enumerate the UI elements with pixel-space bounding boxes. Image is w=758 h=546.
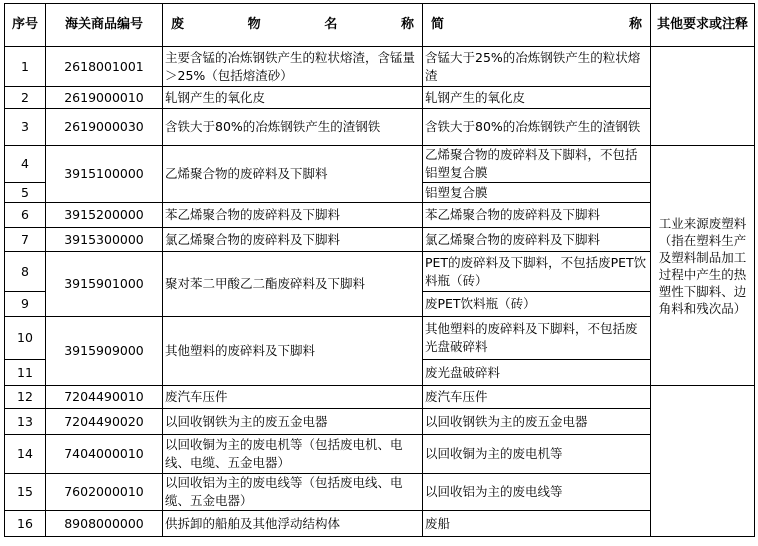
- short-cell: 铝塑复合膜: [423, 183, 651, 203]
- note-cell: 工业来源废塑料（指在塑料生产及塑料制品加工过程中产生的热塑性下脚料、边角料和残次品）: [651, 146, 755, 386]
- name-cell: 以回收钢铁为主的废五金电器: [163, 409, 423, 435]
- seq-cell: 11: [5, 360, 46, 386]
- seq-cell: 6: [5, 203, 46, 228]
- name-cell: 以回收铜为主的废电机等（包括废电机、电线、电缆、五金电器）: [163, 435, 423, 474]
- note-cell-empty: [651, 386, 755, 537]
- table-row: [5, 252, 755, 292]
- short-cell: 废汽车压件: [423, 386, 651, 409]
- header-name: 废物名称: [163, 4, 423, 47]
- short-cell: 废PET饮料瓶（砖）: [423, 292, 651, 317]
- table-row: [5, 87, 755, 109]
- code-cell: 8908000000: [46, 511, 163, 537]
- short-cell: 以回收铜为主的废电机等: [423, 435, 651, 474]
- short-cell: 苯乙烯聚合物的废碎料及下脚料: [423, 203, 651, 228]
- short-cell: 其他塑料的废碎料及下脚料，不包括废光盘破碎料: [423, 317, 651, 360]
- short-cell: 废光盘破碎料: [423, 360, 651, 386]
- name-cell: 含铁大于80%的冶炼钢铁产生的渣钢铁: [163, 109, 423, 146]
- header-short: 简称: [423, 4, 651, 47]
- table-row: [5, 435, 755, 474]
- code-cell: 3915200000: [46, 203, 163, 228]
- table-row: [5, 47, 755, 87]
- note-cell-empty: [651, 47, 755, 146]
- name-cell: 聚对苯二甲酸乙二酯废碎料及下脚料: [163, 252, 423, 317]
- short-cell: 乙烯聚合物的废碎料及下脚料，不包括铝塑复合膜: [423, 146, 651, 183]
- name-cell: 废汽车压件: [163, 386, 423, 409]
- table-row: [5, 511, 755, 537]
- code-cell: 3915909000: [46, 317, 163, 386]
- short-cell: 以回收钢铁为主的废五金电器: [423, 409, 651, 435]
- short-cell: 氯乙烯聚合物的废碎料及下脚料: [423, 228, 651, 252]
- code-cell: 3915300000: [46, 228, 163, 252]
- short-cell: 含铁大于80%的冶炼钢铁产生的渣钢铁: [423, 109, 651, 146]
- seq-cell: 1: [5, 47, 46, 87]
- name-cell: 供拆卸的船舶及其他浮动结构体: [163, 511, 423, 537]
- seq-cell: 3: [5, 109, 46, 146]
- seq-cell: 2: [5, 87, 46, 109]
- seq-cell: 5: [5, 183, 46, 203]
- header-code: 海关商品编号: [46, 4, 163, 47]
- table-row: [5, 386, 755, 409]
- table-row: [5, 109, 755, 146]
- code-cell: 2619000030: [46, 109, 163, 146]
- header-row: [5, 4, 755, 47]
- code-cell: 7404000010: [46, 435, 163, 474]
- waste-table: [4, 3, 755, 537]
- code-cell: 7204490010: [46, 386, 163, 409]
- name-cell: 氯乙烯聚合物的废碎料及下脚料: [163, 228, 423, 252]
- code-cell: 2619000010: [46, 87, 163, 109]
- header-note: 其他要求或注释: [651, 4, 755, 47]
- name-cell: 苯乙烯聚合物的废碎料及下脚料: [163, 203, 423, 228]
- code-cell: 3915100000: [46, 146, 163, 203]
- name-cell: 主要含锰的冶炼钢铁产生的粒状熔渣，含锰量＞25%（包括熔渣砂）: [163, 47, 423, 87]
- code-cell: 7204490020: [46, 409, 163, 435]
- seq-cell: 14: [5, 435, 46, 474]
- code-cell: 7602000010: [46, 474, 163, 511]
- code-cell: 2618001001: [46, 47, 163, 87]
- seq-cell: 8: [5, 252, 46, 292]
- table-row: [5, 409, 755, 435]
- table-row: [5, 228, 755, 252]
- seq-cell: 13: [5, 409, 46, 435]
- seq-cell: 12: [5, 386, 46, 409]
- table-row: [5, 317, 755, 360]
- table-row: [5, 474, 755, 511]
- name-cell: 乙烯聚合物的废碎料及下脚料: [163, 146, 423, 203]
- seq-cell: 15: [5, 474, 46, 511]
- seq-cell: 7: [5, 228, 46, 252]
- seq-cell: 4: [5, 146, 46, 183]
- code-cell: 3915901000: [46, 252, 163, 317]
- short-cell: PET的废碎料及下脚料，不包括废PET饮料瓶（砖）: [423, 252, 651, 292]
- table-row: [5, 203, 755, 228]
- name-cell: 轧钢产生的氧化皮: [163, 87, 423, 109]
- name-cell: 以回收铝为主的废电线等（包括废电线、电缆、五金电器）: [163, 474, 423, 511]
- seq-cell: 16: [5, 511, 46, 537]
- name-cell: 其他塑料的废碎料及下脚料: [163, 317, 423, 386]
- short-cell: 以回收铝为主的废电线等: [423, 474, 651, 511]
- short-cell: 轧钢产生的氧化皮: [423, 87, 651, 109]
- short-cell: 废船: [423, 511, 651, 537]
- seq-cell: 10: [5, 317, 46, 360]
- table-row: [5, 146, 755, 183]
- header-seq: 序号: [5, 4, 46, 47]
- short-cell: 含锰大于25%的冶炼钢铁产生的粒状熔渣: [423, 47, 651, 87]
- seq-cell: 9: [5, 292, 46, 317]
